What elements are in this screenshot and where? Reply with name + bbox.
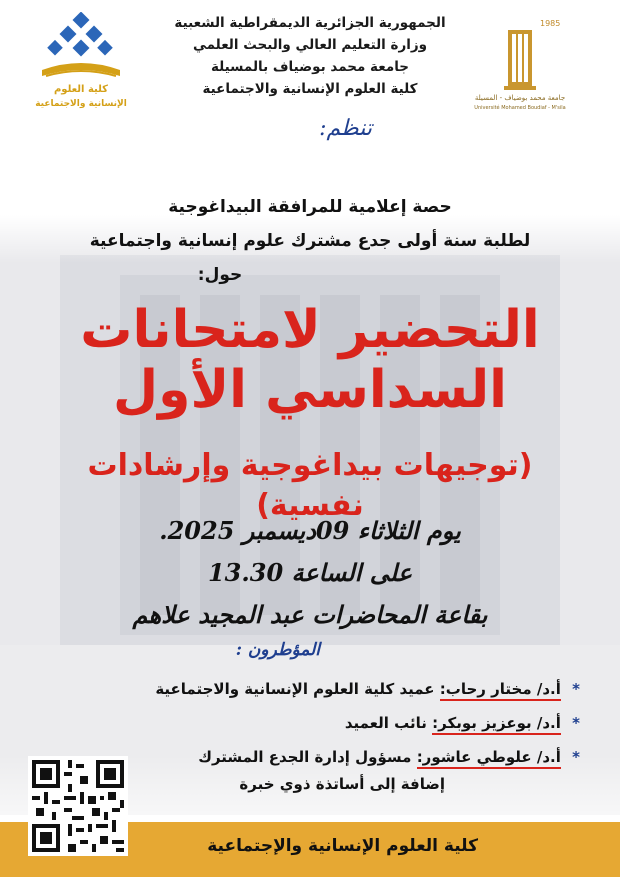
title-line-1: التحضير لامتحانات <box>80 300 540 360</box>
lecturers-heading: المؤطرون : <box>235 640 320 660</box>
faculty-logo-text-1: كلية العلوم <box>53 84 109 95</box>
intro-line-1: حصة إعلامية للمرافقة البيداغوجية <box>168 197 452 217</box>
lecturer-name: أ.د/ بوعزيز بوبكر: <box>432 714 561 735</box>
lecturers-list <box>60 672 580 774</box>
bullet-icon: * <box>572 748 580 766</box>
additional-experts-note: إضافة إلى أساتذة ذوي خبرة <box>239 775 445 793</box>
header-line-university: جامعة محمد بوضياف بالمسيلة <box>210 59 410 75</box>
event-place: بقاعة المحاضرات عبد المجيد علاهم <box>132 600 488 629</box>
bullet-icon: * <box>572 680 580 698</box>
header-line-republic: الجمهورية الجزائرية الديمقراطية الشعبية <box>174 15 446 31</box>
footer-faculty-name: كلية العلوم الإنسانية والإجتماعية <box>207 836 478 856</box>
organizes-label: تنظم: <box>319 116 372 141</box>
faculty-logo-text-2: الإنسانية والاجتماعية <box>35 99 127 109</box>
event-intro <box>60 190 560 292</box>
event-title <box>40 300 580 420</box>
title-line-2: السداسي الأول <box>113 360 507 420</box>
intro-line-3: حول: <box>197 265 243 285</box>
header-line-ministry: وزارة التعليم العالي والبحث العلمي <box>192 37 428 53</box>
lecturer-name: أ.د/ علوطي عاشور: <box>417 748 561 769</box>
event-date: يوم الثلاثاء 09ديسمبر 2025. <box>159 516 461 545</box>
lecturer-role: عميد كلية العلوم الإنسانية والاجتماعية <box>155 680 435 698</box>
lecturer-item <box>60 740 580 774</box>
university-logo-text-1: جامعة محمد بوضياف - المسيلة <box>474 94 566 102</box>
lecturer-name: أ.د/ مختار رحاب: <box>440 680 561 701</box>
bullet-icon: * <box>572 714 580 732</box>
event-schedule <box>60 510 560 636</box>
lecturer-role: نائب العميد <box>344 714 427 732</box>
lecturer-role: مسؤول إدارة الجدع المشترك <box>198 748 412 766</box>
university-logo-text-2: Université Mohamed Boudiaf - M'sila <box>474 105 566 111</box>
intro-line-2: لطلبة سنة أولى جدع مشترك علوم إنسانية واجتماعية <box>89 231 531 251</box>
institution-header <box>140 12 480 100</box>
faculty-logo <box>30 12 140 112</box>
lecturer-item <box>60 672 580 706</box>
event-time: على الساعة 13.30 <box>207 558 413 587</box>
header-line-faculty: كلية العلوم الإنسانية والاجتماعية <box>202 81 418 97</box>
university-logo-year: 1985 <box>540 19 561 28</box>
event-subtitle: (توجيهات بيداغوجية وإرشادات نفسية) <box>87 448 533 523</box>
qr-code[interactable] <box>28 756 128 856</box>
lecturer-item <box>60 706 580 740</box>
